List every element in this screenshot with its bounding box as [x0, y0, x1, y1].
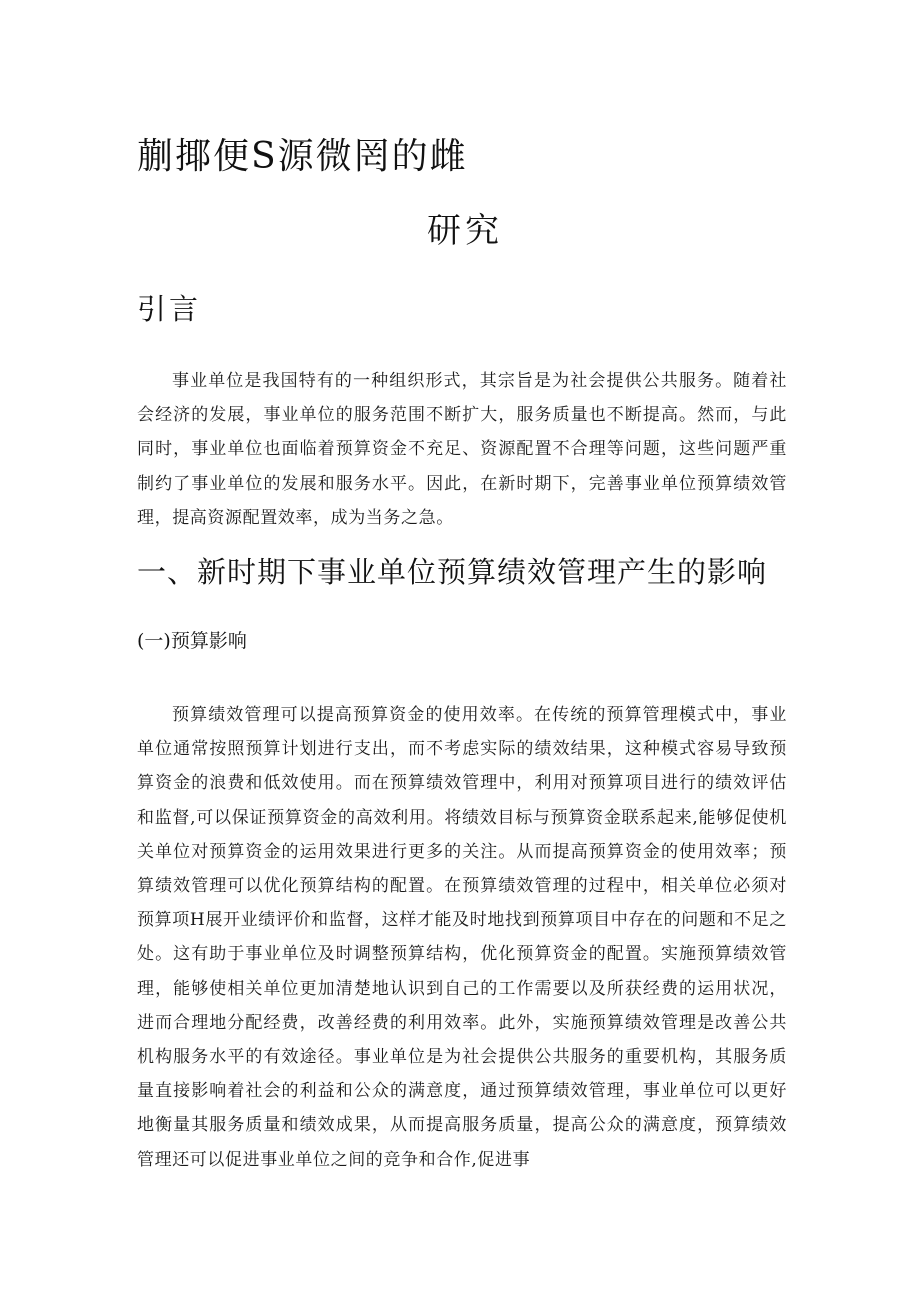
intro-paragraph: 事业单位是我国特有的一种组织形式，其宗旨是为社会提供公共服务。随着社会经济的发展，事业单位的服务范围不断扩大，服务质量也不断提高。然而，与此同时，事业单位也面临着预算资金不充足、资源配置不合理等问题，这些问题严重制约了事业单位的发展和服务水平。因此，在新时期下，完善事业单位预算绩效管理，提高资源配置效率，成为当务之急。	[137, 371, 787, 528]
document-title-line1: 蒯揶便S源微罔的雌	[137, 136, 468, 177]
section1-heading: 一、新时期下事业单位预算绩效管理产生的影响	[137, 555, 768, 589]
subsection1-paragraph: 预算绩效管理可以提高预算资金的使用效率。在传统的预算管理模式中，事业单位通常按照预算计划进行支出，而不考虑实际的绩效结果，这种模式容易导致预算资金的浪费和低效使用。而在预算绩效管理中，利用对预算项目进行的绩效评估和监督,可以保证预算资金的高效利用。将绩效目标与预算资金联系起来,能够促使机关单位对预算资金的运用效果进行更多的关注。从而提高预算资金的使用效率；预算绩效管理可以优化预算结构的配置。在预算绩效管理的过程中，相关单位必须对预算项H展开业绩评价和监督，这样才能及时地找到预算项目中存在的问题和不足之处。这有助于事业单位及时调整预算结构，优化预算资金的配置。实施预算绩效管理，能够使相关单位更加清楚地认识到自己的工作需要以及所获经费的运用状况，进而合理地分配经费，改善经费的利用效率。此外，实施预算绩效管理是改善公共机构服务水平的有效途径。事业单位是为社会提供公共服务的重要机构，其服务质量直接影响着社会的利益和公众的满意度，通过预算绩效管理，事业单位可以更好地衡量其服务质量和绩效成果，从而提高服务质量，提高公众的满意度，预算绩效管理还可以促进事业单位之间的竞争和合作,促进事	[137, 705, 787, 1170]
document-title-line2: 研究	[427, 211, 503, 251]
intro-heading: 引言	[137, 292, 202, 326]
subsection1-heading: (一)预算影响	[137, 630, 247, 652]
